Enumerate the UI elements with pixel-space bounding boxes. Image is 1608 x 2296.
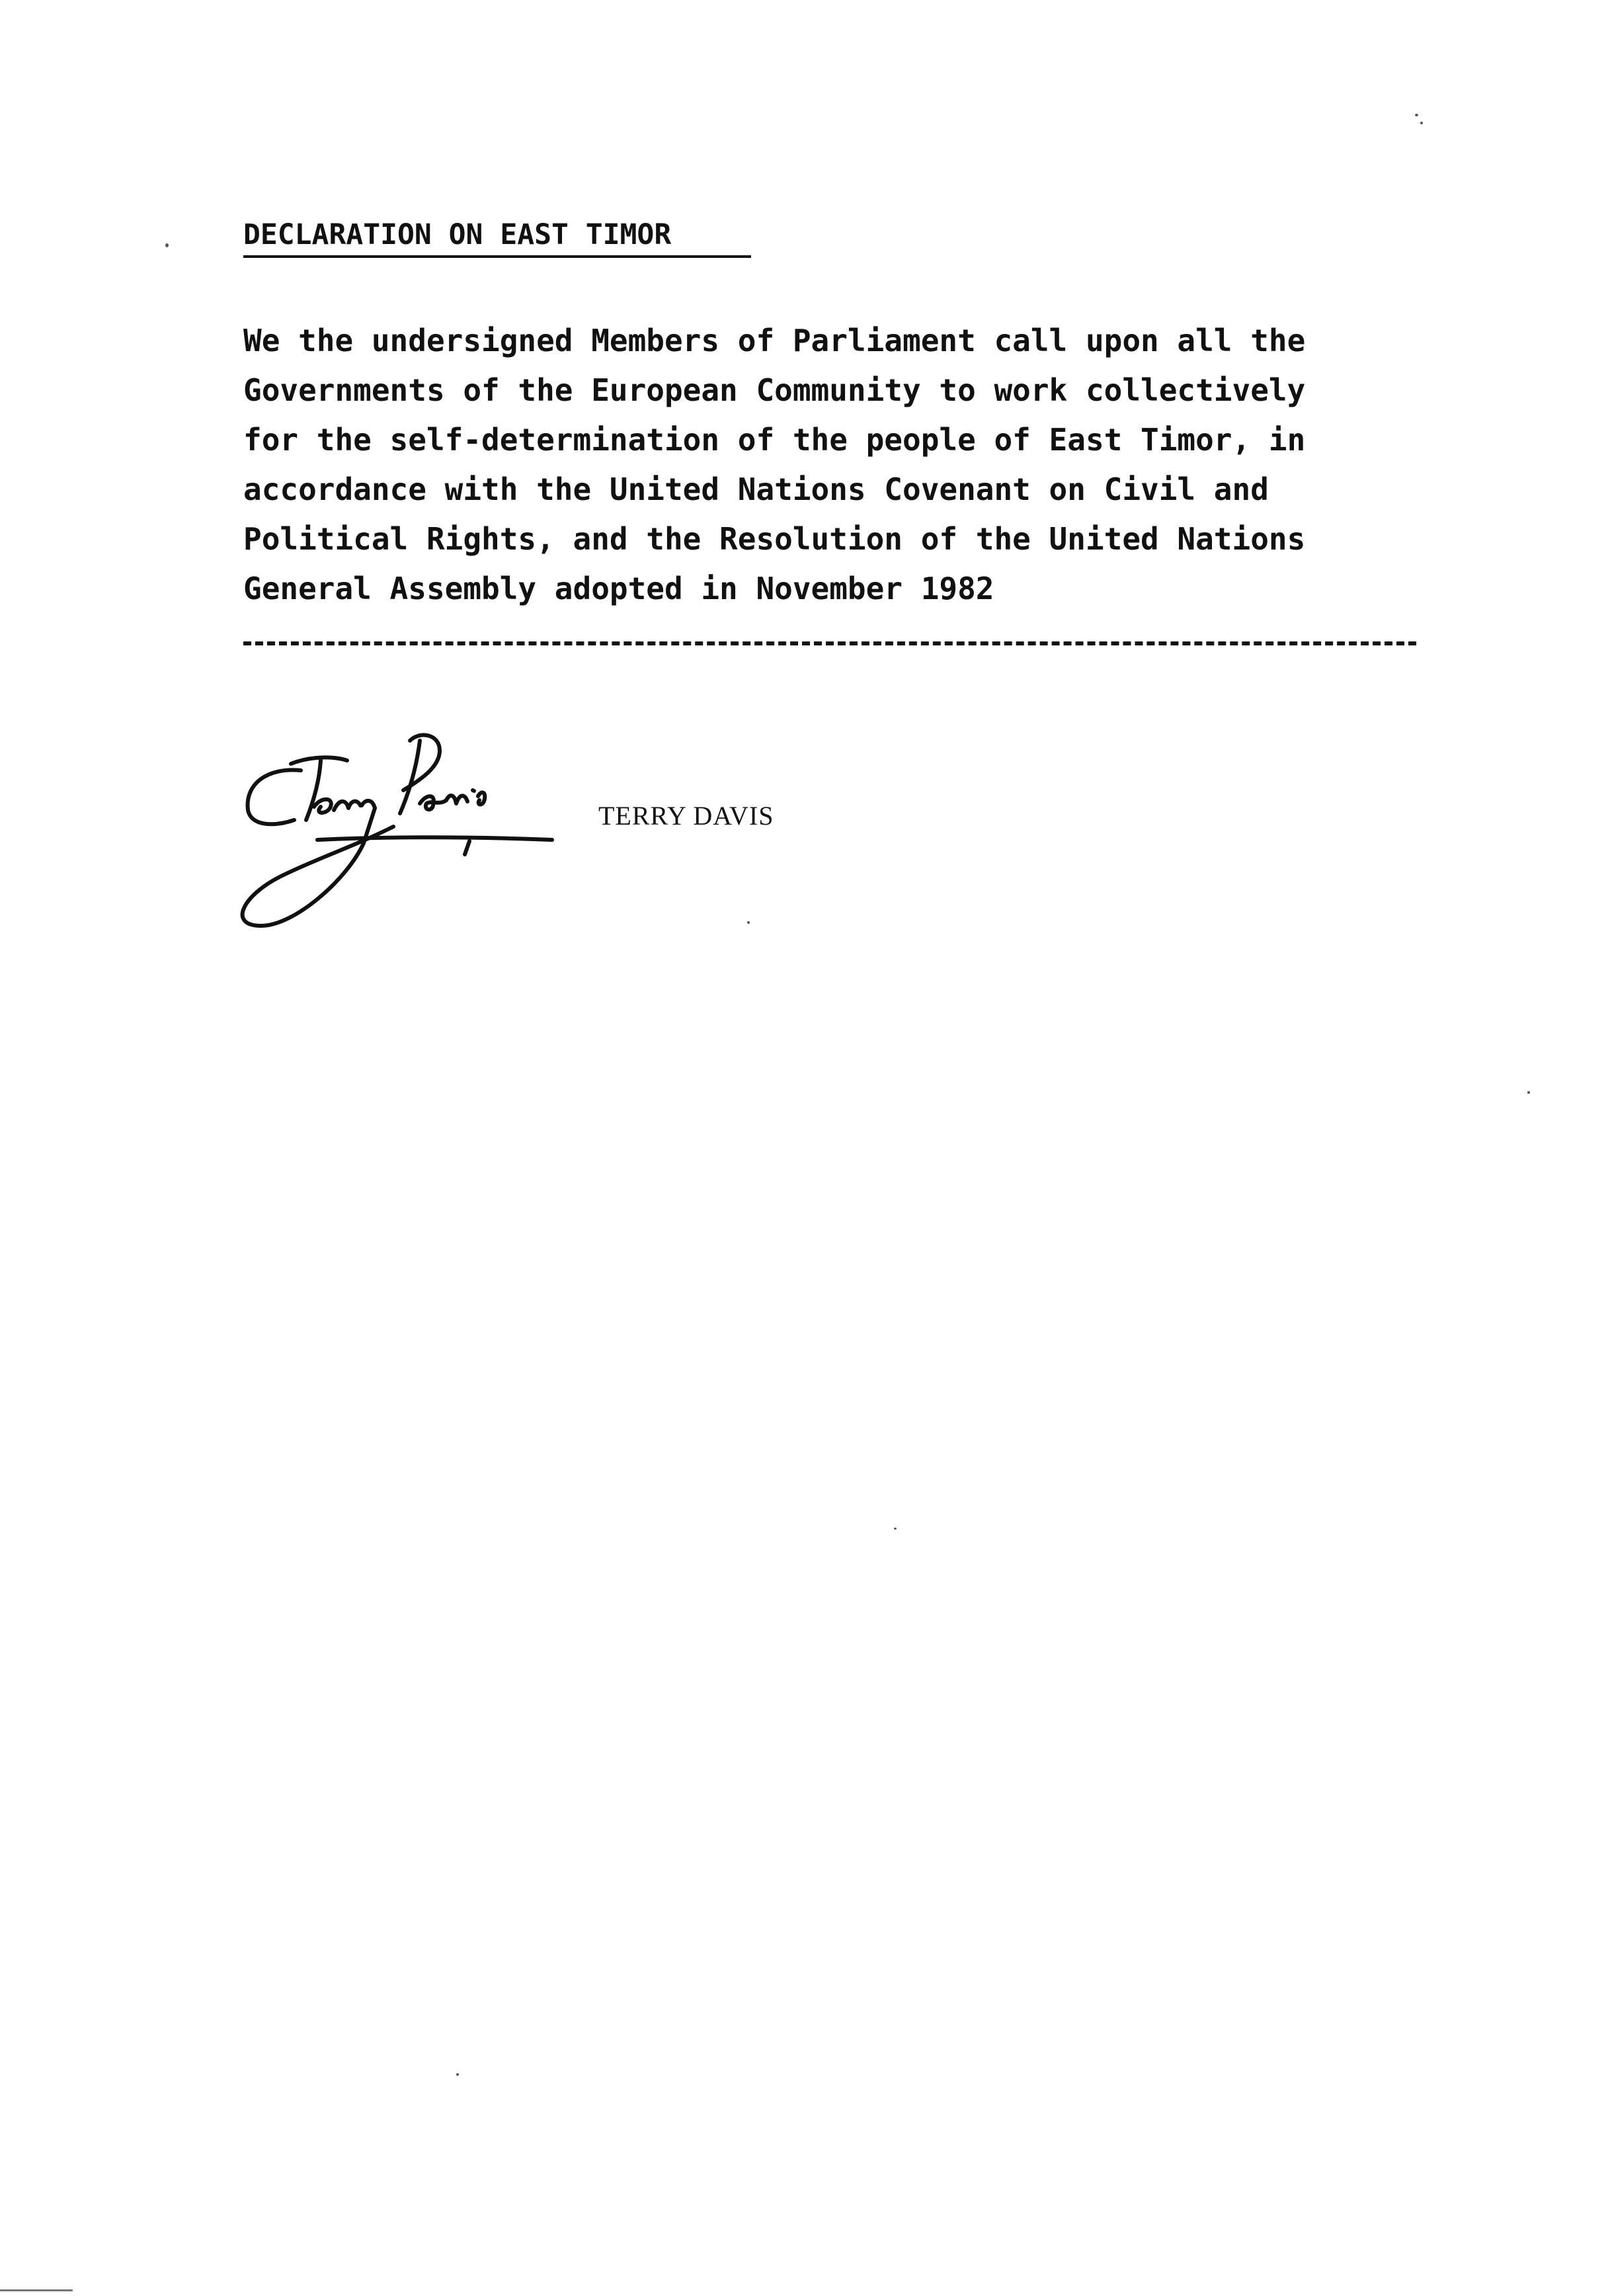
scan-speck [1420,122,1423,124]
body-line: Governments of the European Community to work collectively [243,372,1306,408]
body-line: accordance with the United Nations Covenant on Civil and [243,472,1269,507]
scan-speck [1527,1091,1530,1094]
scan-edge-mark [0,2289,73,2291]
body-line: Political Rights, and the Resolution of the United Nations [243,521,1306,557]
declaration-body [243,316,1433,614]
body-line: We the undersigned Members of Parliament call upon all the [243,323,1306,358]
scan-speck [456,2073,459,2076]
scan-speck [165,243,169,247]
title-underline [243,255,751,258]
handwritten-signature [221,727,565,939]
scan-speck [747,921,750,924]
scan-speck [1415,114,1418,116]
body-line: General Assembly adopted in November 1982 [243,571,994,606]
document-title: DECLARATION ON EAST TIMOR [243,218,672,251]
body-line: for the self-determination of the people of East Timor, in [243,422,1306,458]
signatory-name: TERRY DAVIS [598,801,774,831]
scan-speck [894,1528,897,1530]
dashed-separator [243,641,1416,645]
